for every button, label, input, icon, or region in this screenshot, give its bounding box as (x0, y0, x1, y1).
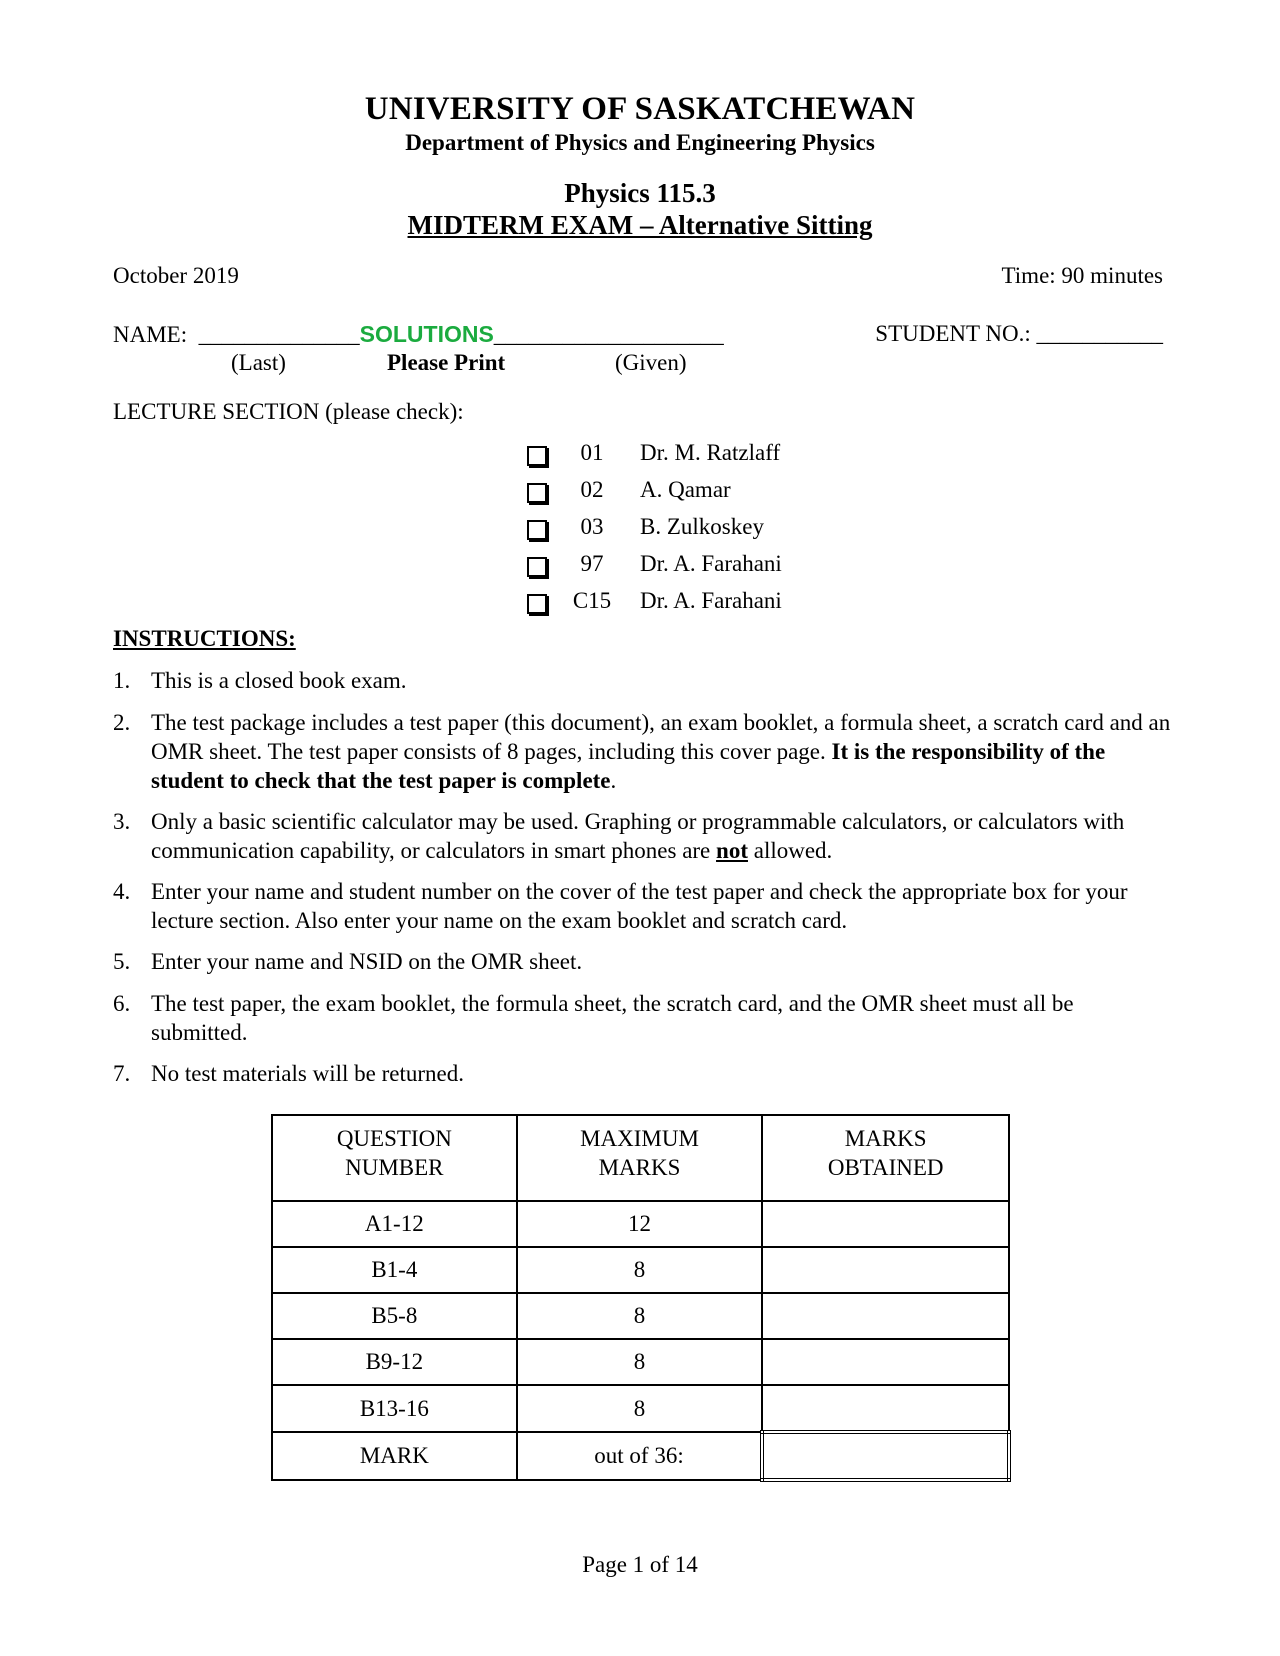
table-total-row (272, 1432, 1009, 1480)
header-maximum-marks (517, 1115, 763, 1201)
instruction-text-container (151, 708, 1173, 795)
question-cell: A1-12 (272, 1201, 517, 1247)
instruction-bold-text: not (716, 838, 748, 863)
question-cell: B9-12 (272, 1339, 517, 1385)
section-instructor: B. Zulkoskey (640, 514, 764, 539)
name-blank-before: ______________ (198, 322, 360, 347)
instruction-bold-text: It is the responsibility of the student to check that the test paper is complete (151, 739, 1106, 793)
instruction-item (113, 666, 1173, 695)
university-title: UNIVERSITY OF SASKATCHEWAN (364, 91, 916, 127)
instructions-heading: INSTRUCTIONS: (113, 626, 296, 651)
exam-title-text: MIDTERM EXAM – Alternative Sitting (407, 210, 873, 240)
total-label-cell: MARK (272, 1432, 517, 1480)
header-question-number (272, 1115, 517, 1201)
lecture-section-list (527, 440, 927, 630)
question-cell: B13-16 (272, 1385, 517, 1432)
instruction-text: No test materials will be returned. (151, 1061, 464, 1086)
instruction-number: 2. (113, 710, 131, 735)
name-value: SOLUTIONS (359, 321, 494, 347)
section-instructor: Dr. M. Ratzlaff (640, 440, 781, 465)
max-marks-cell: 8 (517, 1385, 763, 1432)
header-line: MAXIMUM (580, 1126, 699, 1151)
header-line: NUMBER (345, 1155, 444, 1180)
course-title: Physics 115.3 (564, 178, 716, 208)
marks-obtained-cell[interactable] (762, 1339, 1009, 1385)
student-number-field: STUDENT NO.: ___________ (875, 321, 1163, 346)
section-instructor: Dr. A. Farahani (640, 551, 782, 576)
section-number: 01 (580, 440, 604, 465)
header-line: OBTAINED (827, 1155, 944, 1180)
exam-title (0, 210, 1280, 241)
question-cell: B1-4 (272, 1247, 517, 1293)
exam-time: Time: 90 minutes (1001, 263, 1163, 288)
checkbox-icon[interactable] (527, 483, 547, 503)
total-obtained-cell[interactable] (762, 1432, 1009, 1480)
table-row (272, 1385, 1009, 1432)
lecture-section-label: LECTURE SECTION (please check): (113, 399, 464, 424)
marks-obtained-cell[interactable] (762, 1293, 1009, 1339)
instruction-item (113, 1059, 1173, 1088)
instruction-text: Enter your name and NSID on the OMR sheet. (151, 949, 583, 974)
last-label: (Last) (231, 350, 286, 375)
table-row (272, 1339, 1009, 1385)
section-number: C15 (572, 588, 612, 613)
table-row (272, 1293, 1009, 1339)
checkbox-icon[interactable] (527, 520, 547, 540)
name-line (113, 320, 724, 349)
instruction-text: Only a basic scientific calculator may be used. Graphing or programmable calculators, or calculators with communication capability, or calculators in smart phones are (151, 809, 1125, 863)
header-line: MARKS (598, 1155, 681, 1180)
total-max-cell: out of 36: (517, 1432, 763, 1480)
given-label: (Given) (615, 350, 687, 375)
section-instructor: A. Qamar (640, 477, 731, 502)
table-header-row (272, 1115, 1009, 1201)
instruction-number: 6. (113, 991, 131, 1016)
max-marks-cell: 8 (517, 1293, 763, 1339)
please-print-label: Please Print (387, 350, 506, 375)
max-marks-cell: 12 (517, 1201, 763, 1247)
instruction-item (113, 877, 1173, 935)
max-marks-cell: 8 (517, 1247, 763, 1293)
marks-table (271, 1114, 1011, 1482)
section-instructor: Dr. A. Farahani (640, 588, 782, 613)
instruction-number: 4. (113, 879, 131, 904)
marks-obtained-cell[interactable] (762, 1385, 1009, 1432)
instruction-text-container (151, 807, 1173, 865)
instruction-number: 1. (113, 668, 131, 693)
table-row (272, 1247, 1009, 1293)
name-label: NAME: (113, 322, 188, 347)
instruction-text: This is a closed book exam. (151, 668, 407, 693)
question-cell: B5-8 (272, 1293, 517, 1339)
checkbox-icon[interactable] (527, 594, 547, 614)
instruction-tail: allowed. (747, 838, 833, 863)
instruction-item (113, 807, 1173, 865)
instruction-tail: . (610, 768, 617, 793)
section-number: 97 (580, 551, 604, 576)
header-line: MARKS (844, 1126, 927, 1151)
instruction-text: The test paper, the exam booklet, the formula sheet, the scratch card, and the OMR sheet must all be submitted. (151, 991, 1074, 1045)
checkbox-icon[interactable] (527, 446, 547, 466)
instruction-text: Enter your name and student number on the cover of the test paper and check the appropriate box for your lecture section. Also enter your name on the exam booklet and scratch card. (151, 879, 1128, 933)
instruction-item (113, 989, 1173, 1047)
instruction-number: 3. (113, 809, 131, 834)
instruction-item (113, 708, 1173, 795)
marks-obtained-cell[interactable] (762, 1247, 1009, 1293)
department-title: Department of Physics and Engineering Physics (405, 130, 875, 155)
instruction-text: The test package includes a test paper (this document), an exam booklet, a formula sheet, a scratch card and an OMR sheet. The test paper consists of 8 pages, including this cover page. (151, 710, 1171, 764)
name-blank-after: ____________________ (493, 322, 724, 347)
max-marks-cell: 8 (517, 1339, 763, 1385)
marks-obtained-cell[interactable] (762, 1201, 1009, 1247)
section-number: 02 (580, 477, 604, 502)
instruction-number: 7. (113, 1061, 131, 1086)
instruction-item (113, 947, 1173, 976)
header-marks-obtained (762, 1115, 1009, 1201)
header-line: QUESTION (336, 1126, 452, 1151)
page-number: Page 1 of 14 (582, 1552, 698, 1577)
checkbox-icon[interactable] (527, 557, 547, 577)
section-number: 03 (580, 514, 604, 539)
instruction-number: 5. (113, 949, 131, 974)
exam-date: October 2019 (113, 263, 239, 288)
table-row (272, 1201, 1009, 1247)
